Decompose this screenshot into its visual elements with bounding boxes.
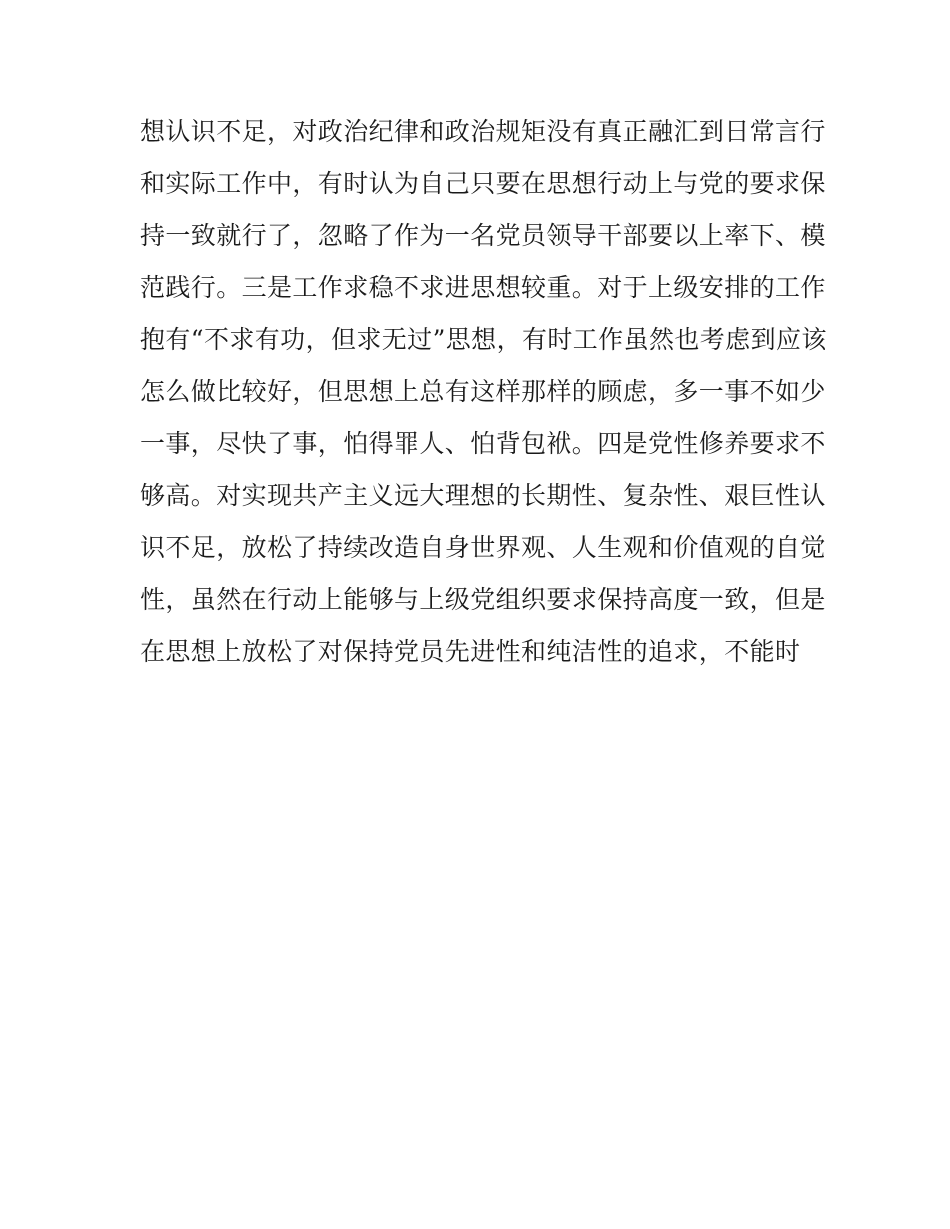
text-line: 持一致就行了，忽略了作为一名党员领导干部要以上率下、模 — [140, 221, 826, 250]
text-line: 识不足，放松了持续改造自身世界观、人生观和价值观的自觉 — [140, 533, 826, 562]
text-line: 够高。对实现共产主义远大理想的长期性、复杂性、艰巨性认 — [140, 481, 826, 510]
text-line: 一事，尽快了事，怕得罪人、怕背包袱。四是党性修养要求不 — [140, 429, 826, 458]
text-line: 范践行。三是工作求稳不求进思想较重。对于上级安排的工作 — [140, 273, 826, 302]
text-line: 性，虽然在行动上能够与上级党组织要求保持高度一致，但是 — [140, 585, 826, 614]
body-paragraph — [140, 106, 827, 678]
text-line: 想认识不足，对政治纪律和政治规矩没有真正融汇到日常言行 — [140, 117, 826, 146]
text-line: 怎么做比较好，但思想上总有这样那样的顾虑，多一事不如少 — [140, 377, 826, 406]
text-line: 在思想上放松了对保持党员先进性和纯洁性的追求，不能时 — [140, 637, 801, 666]
text-line: 和实际工作中，有时认为自己只要在思想行动上与党的要求保 — [140, 169, 826, 198]
text-line: 抱有“不求有功，但求无过”思想，有时工作虽然也考虑到应该 — [140, 325, 827, 354]
